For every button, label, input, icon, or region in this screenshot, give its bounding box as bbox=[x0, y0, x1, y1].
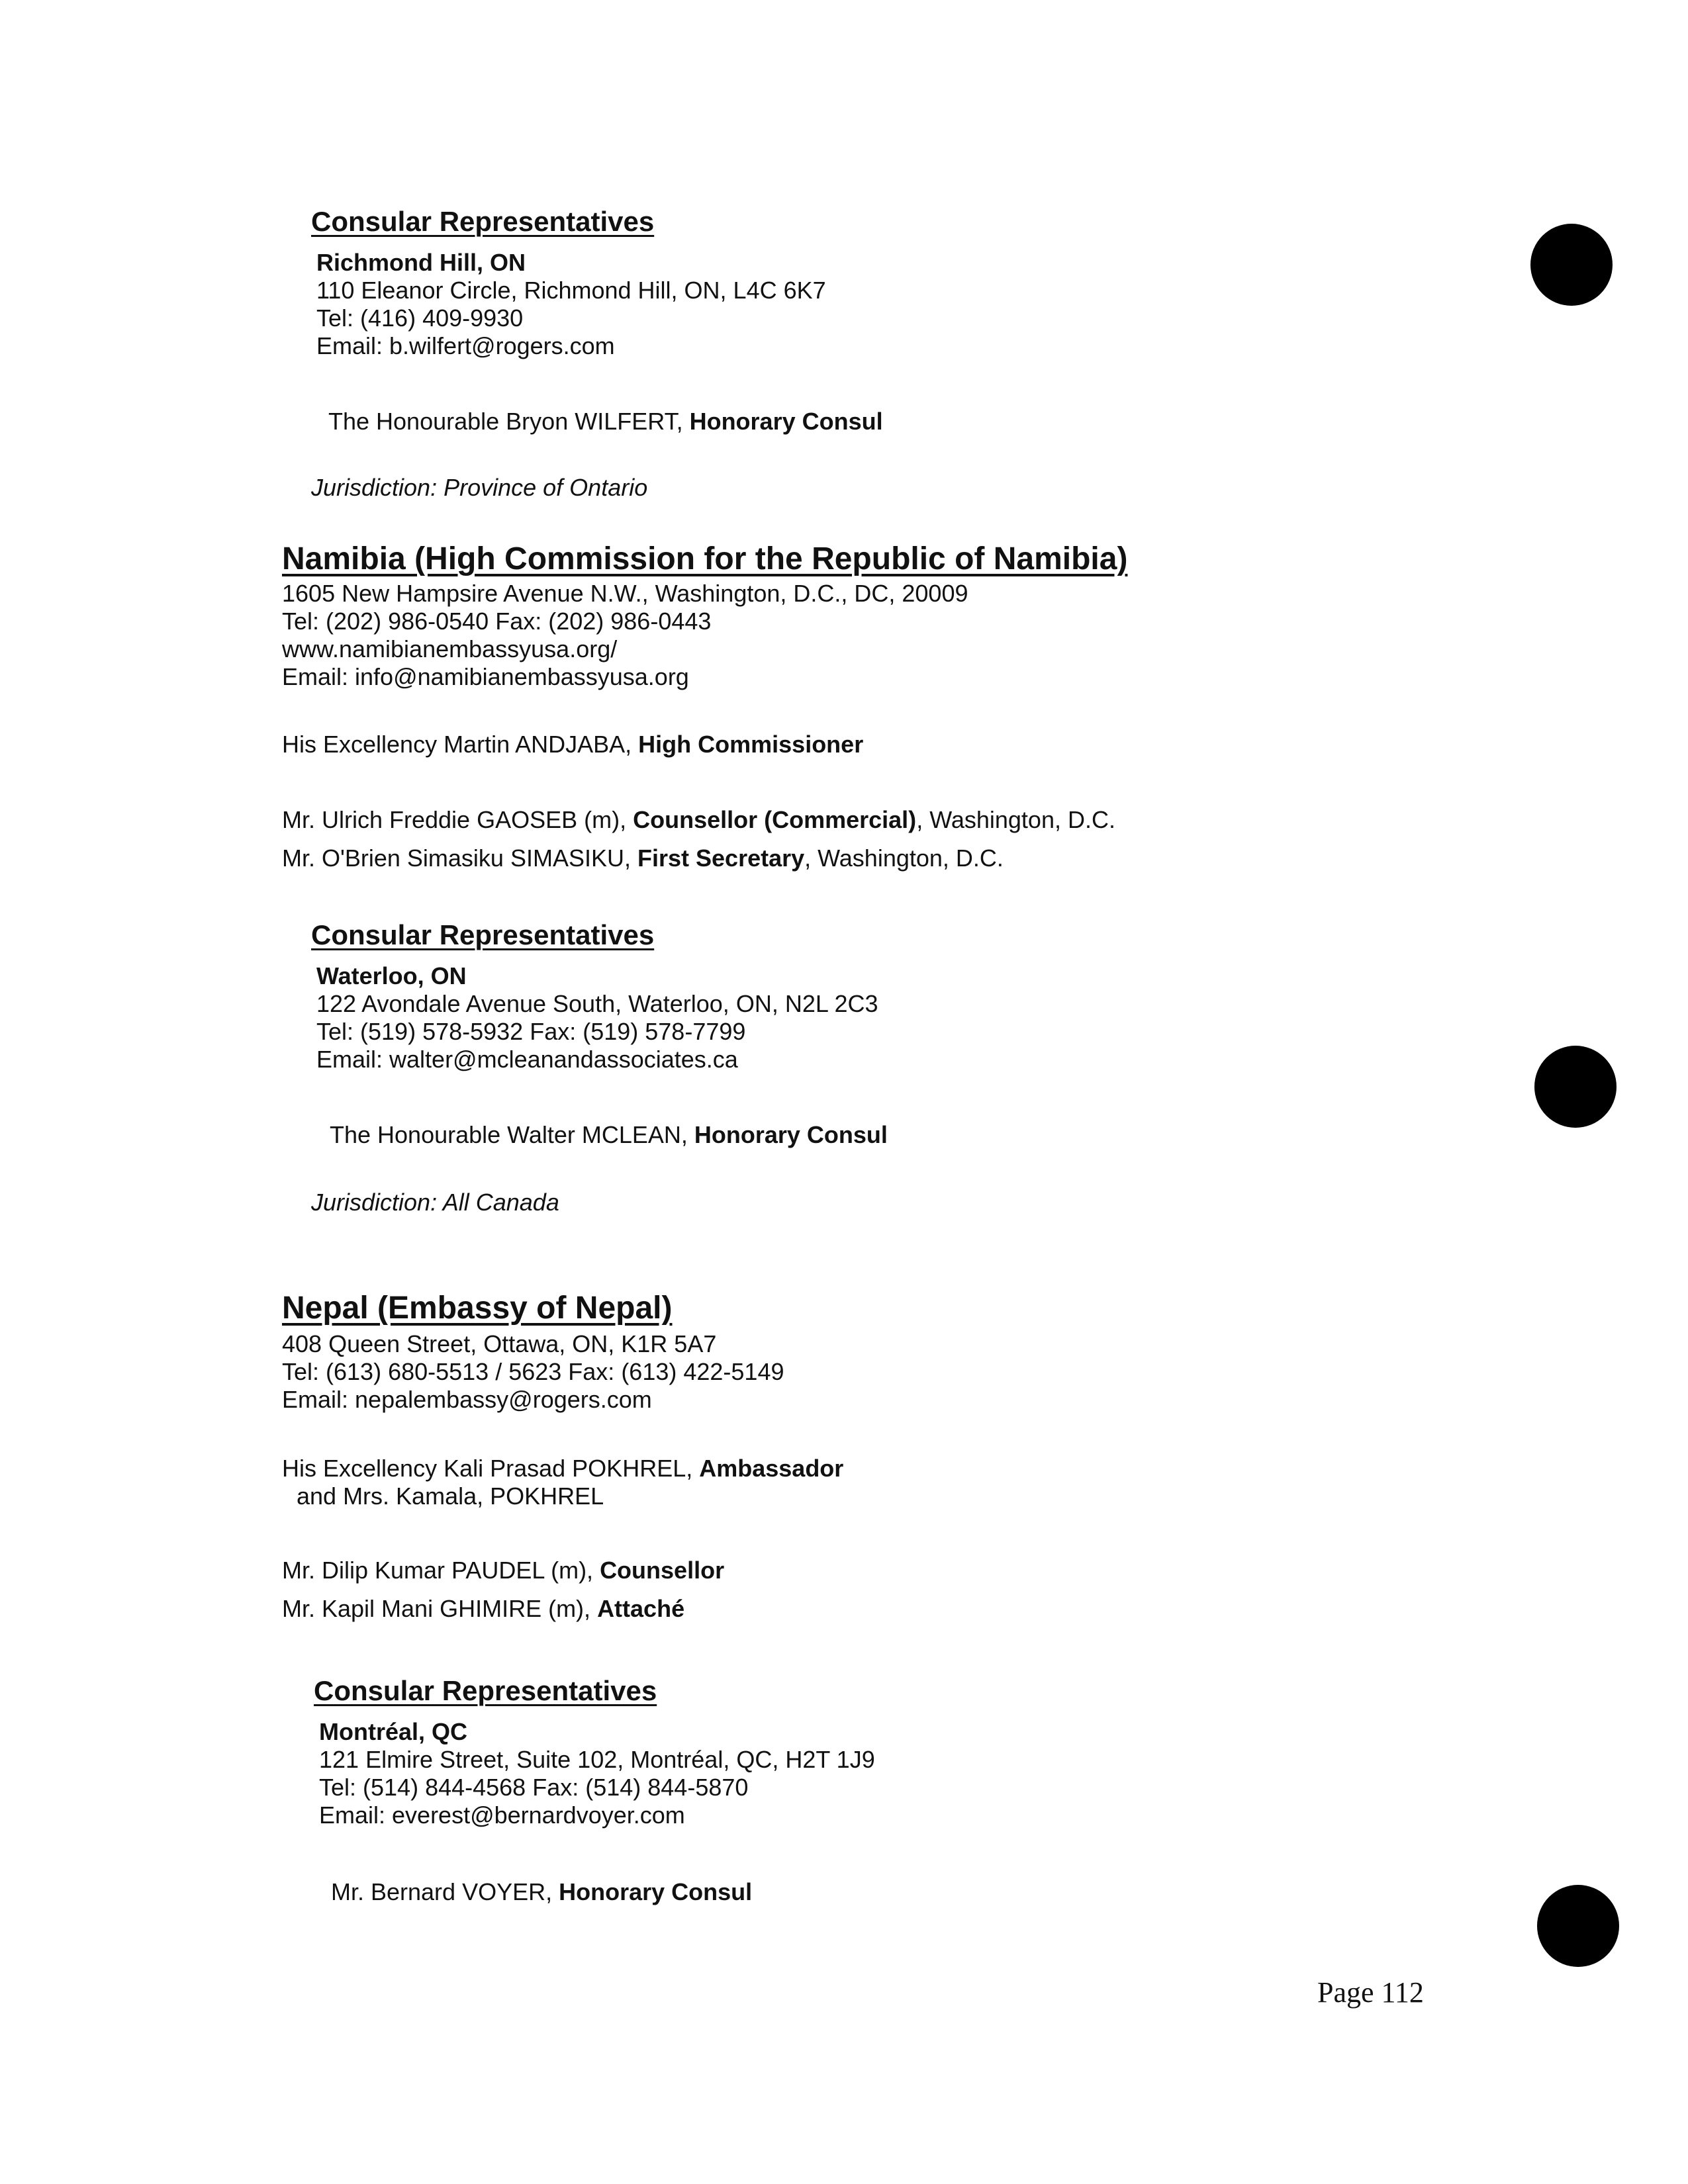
phone-line: Tel: (613) 680-5513 / 5623 Fax: (613) 422-5149 bbox=[282, 1358, 784, 1385]
address-line: 1605 New Hampsire Avenue N.W., Washington, D.C., DC, 20009 bbox=[282, 580, 968, 607]
address-block bbox=[316, 249, 826, 360]
mission-address-block bbox=[282, 580, 968, 691]
email-line: Email: info@namibianembassyusa.org bbox=[282, 663, 689, 690]
email-line: Email: nepalembassy@rogers.com bbox=[282, 1386, 652, 1413]
jurisdiction bbox=[311, 474, 647, 502]
person-name: The Honourable Bryon WILFERT, bbox=[328, 408, 690, 435]
city-name: Waterloo, ON bbox=[316, 962, 467, 989]
address-line: 122 Avondale Avenue South, Waterloo, ON, N2L 2C3 bbox=[316, 990, 878, 1017]
country-heading: Nepal (Embassy of Nepal) bbox=[282, 1291, 673, 1326]
person-title: Counsellor (Commercial) bbox=[633, 806, 917, 833]
page-number: Page 112 bbox=[1317, 1976, 1424, 2009]
person-title: Honorary Consul bbox=[559, 1878, 753, 1905]
person-title: Attaché bbox=[597, 1595, 685, 1622]
email-line: Email: b.wilfert@rogers.com bbox=[316, 332, 615, 359]
person-title: Honorary Consul bbox=[694, 1121, 888, 1148]
binder-hole bbox=[1534, 1046, 1617, 1128]
person-name: The Honourable Walter MCLEAN, bbox=[330, 1121, 694, 1148]
person-name: Mr. O'Brien Simasiku SIMASIKU, bbox=[282, 844, 637, 872]
consul-entry bbox=[328, 408, 883, 435]
address-line: 121 Elmire Street, Suite 102, Montréal, QC, H2T 1J9 bbox=[319, 1746, 875, 1773]
website-line: www.namibianembassyusa.org/ bbox=[282, 635, 618, 662]
person-name: Mr. Ulrich Freddie GAOSEB (m), bbox=[282, 806, 633, 833]
person-name: Mr. Dilip Kumar PAUDEL (m), bbox=[282, 1557, 600, 1584]
person-name: Mr. Bernard VOYER, bbox=[331, 1878, 559, 1905]
phone-line: Tel: (514) 844-4568 Fax: (514) 844-5870 bbox=[319, 1774, 749, 1801]
jurisdiction bbox=[311, 1189, 559, 1216]
country-heading: Namibia (High Commission for the Republic of Namibia) bbox=[282, 541, 1128, 576]
person-name: His Excellency Martin ANDJABA, bbox=[282, 731, 639, 758]
person-title: Counsellor bbox=[600, 1557, 725, 1584]
spouse-name: and Mrs. Kamala, POKHREL bbox=[297, 1482, 604, 1510]
head-of-mission bbox=[282, 1455, 843, 1510]
jurisdiction-text: Jurisdiction: All Canada bbox=[311, 1189, 559, 1216]
section-heading: Consular Representatives bbox=[314, 1675, 657, 1706]
email-line: Email: walter@mcleanandassociates.ca bbox=[316, 1046, 738, 1073]
jurisdiction-text: Jurisdiction: Province of Ontario bbox=[311, 474, 648, 501]
consul-entry bbox=[331, 1878, 752, 1906]
city-name: Montréal, QC bbox=[319, 1718, 468, 1745]
staff-entry bbox=[282, 1595, 684, 1623]
binder-hole bbox=[1537, 1885, 1619, 1967]
staff-entry bbox=[282, 1557, 724, 1584]
person-name: His Excellency Kali Prasad POKHREL, bbox=[282, 1455, 700, 1482]
person-title: Ambassador bbox=[699, 1455, 844, 1482]
address-line: 408 Queen Street, Ottawa, ON, K1R 5A7 bbox=[282, 1330, 717, 1357]
address-block bbox=[319, 1718, 875, 1829]
person-location: , Washington, D.C. bbox=[916, 806, 1115, 833]
person-name: Mr. Kapil Mani GHIMIRE (m), bbox=[282, 1595, 598, 1622]
phone-line: Tel: (519) 578-5932 Fax: (519) 578-7799 bbox=[316, 1018, 746, 1045]
binder-hole bbox=[1530, 224, 1613, 306]
person-location: , Washington, D.C. bbox=[804, 844, 1004, 872]
person-title: First Secretary bbox=[637, 844, 805, 872]
person-title: Honorary Consul bbox=[689, 408, 883, 435]
phone-line: Tel: (416) 409-9930 bbox=[316, 304, 524, 332]
mission-address-block bbox=[282, 1330, 784, 1414]
section-heading: Consular Representatives bbox=[311, 919, 655, 950]
phone-line: Tel: (202) 986-0540 Fax: (202) 986-0443 bbox=[282, 608, 712, 635]
consul-entry bbox=[330, 1121, 888, 1149]
staff-entry bbox=[282, 806, 1115, 834]
address-block bbox=[316, 962, 878, 1073]
city-name: Richmond Hill, ON bbox=[316, 249, 526, 276]
email-line: Email: everest@bernardvoyer.com bbox=[319, 1801, 685, 1829]
address-line: 110 Eleanor Circle, Richmond Hill, ON, L4C 6K7 bbox=[316, 277, 826, 304]
person-title: High Commissioner bbox=[638, 731, 864, 758]
head-of-mission bbox=[282, 731, 863, 758]
section-heading: Consular Representatives bbox=[311, 206, 655, 237]
staff-entry bbox=[282, 844, 1004, 872]
